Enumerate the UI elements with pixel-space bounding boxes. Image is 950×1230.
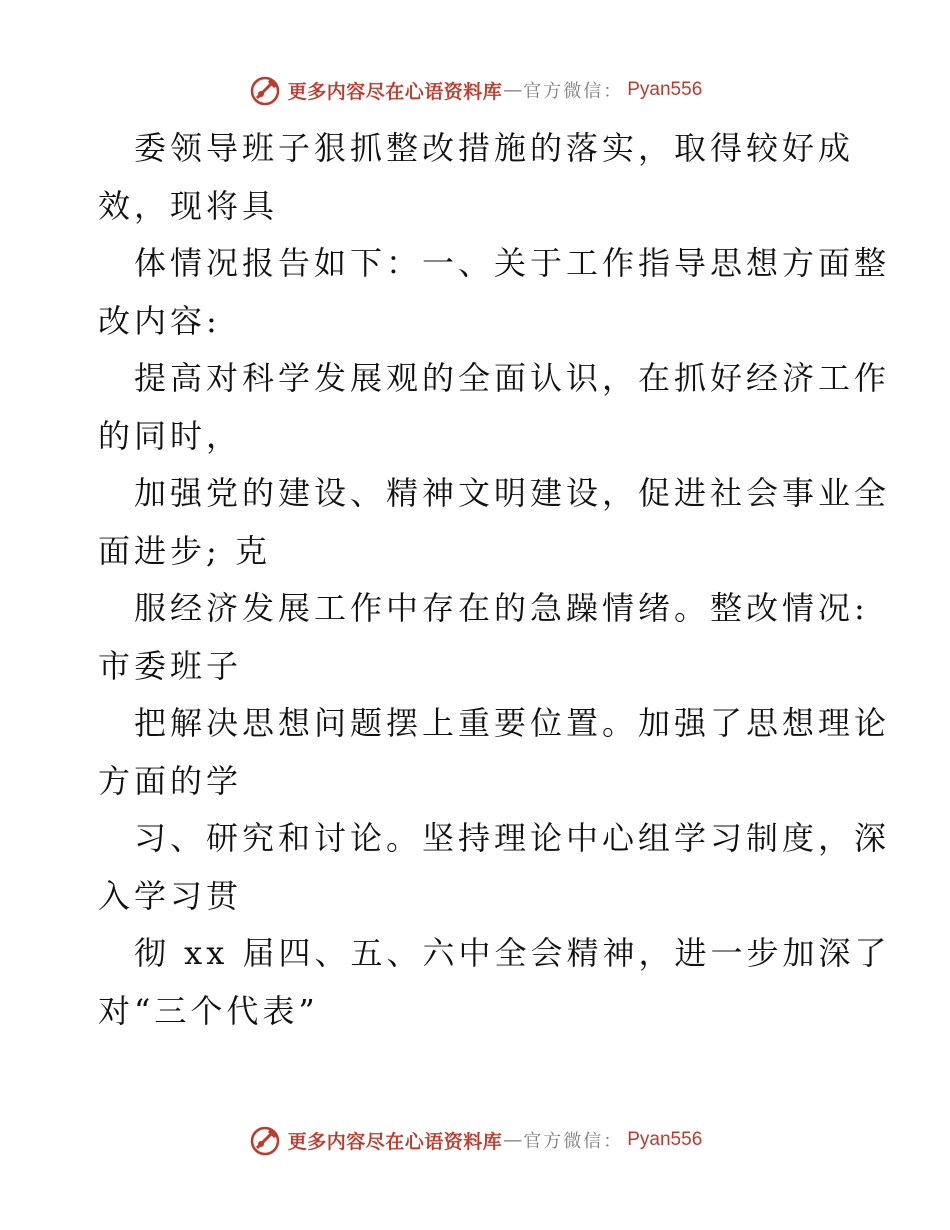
body-line: 对“三个代表” [98, 991, 319, 1030]
footer-banner-separator: — [503, 1129, 523, 1151]
footer-banner-title: 更多内容尽在心语资料库 [287, 1130, 503, 1153]
body-line: 市委班子 [98, 646, 243, 685]
body-line: 加强党的建设、精神文明建设，促进社会事业全 [134, 474, 891, 512]
body-line: 面进步; 克 [98, 531, 271, 570]
footer-banner-wechat-id: Pyan556 [627, 1129, 703, 1150]
body-line: 委领导班子狠抓整改措施的落实，取得较好成 [134, 129, 855, 167]
logo-icon [248, 73, 282, 107]
body-line: 习、研究和讨论。坚持理论中心组学习制度，深 [134, 819, 891, 857]
body-line: 的同时， [98, 416, 243, 455]
body-line: 彻 xx 届四、五、六中全会精神，进一步加深了 [134, 934, 891, 972]
footer-banner-wechat-label: 官方微信： [523, 1131, 624, 1152]
body-line: 改内容: [98, 301, 221, 340]
header-banner-wechat-id: Pyan556 [627, 79, 703, 100]
body-line: 把解决思想问题摆上重要位置。加强了思想理论 [134, 704, 891, 742]
body-line: 服经济发展工作中存在的急躁情绪。整改情况: [134, 589, 869, 627]
logo-icon [248, 1123, 282, 1157]
body-line: 体情况报告如下：一、关于工作指导思想方面整 [134, 244, 891, 282]
document-body [98, 120, 891, 1040]
footer-banner [0, 1120, 950, 1160]
header-banner-wechat-label: 官方微信： [523, 81, 624, 102]
body-line: 方面的学 [98, 761, 243, 800]
header-banner-title: 更多内容尽在心语资料库 [287, 80, 503, 103]
body-line: 效，现将具 [98, 186, 279, 225]
body-line: 入学习贯 [98, 876, 243, 915]
header-banner [0, 70, 950, 110]
body-line: 提高对科学发展观的全面认识，在抓好经济工作 [134, 359, 891, 397]
header-banner-separator: — [503, 79, 523, 101]
